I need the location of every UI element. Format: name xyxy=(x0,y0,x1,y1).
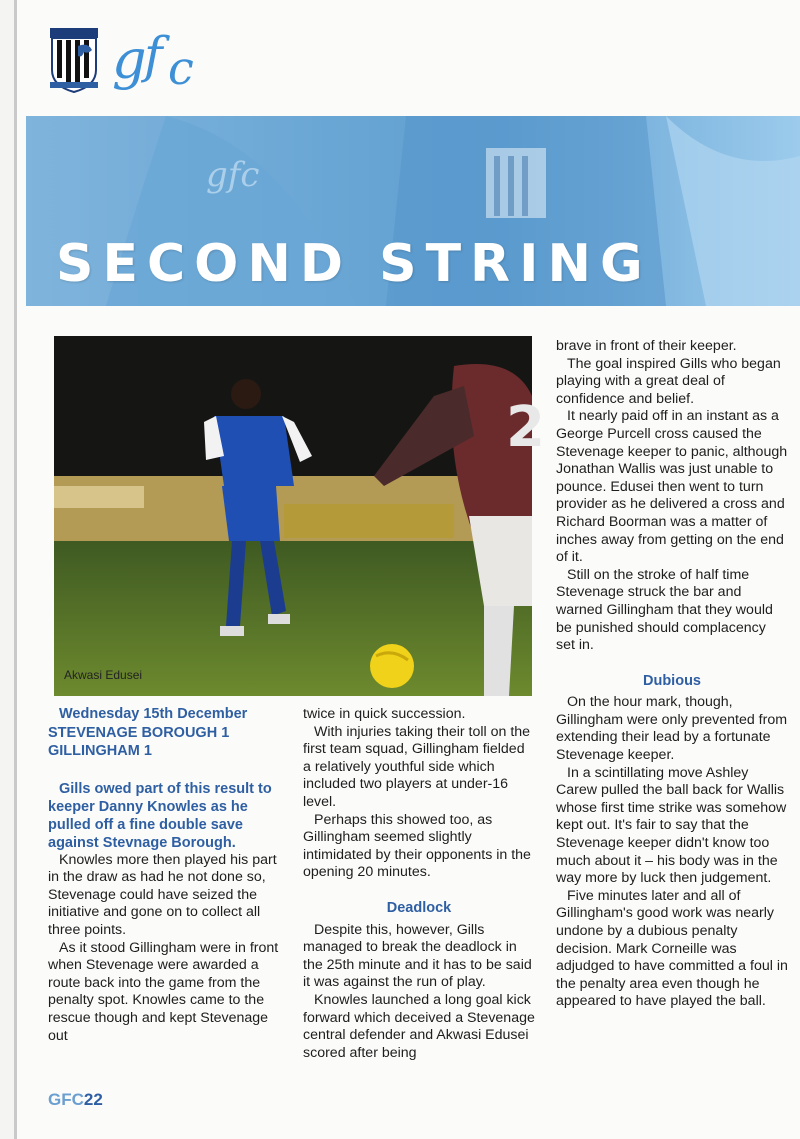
score-line-away: GILLINGHAM 1 xyxy=(48,742,152,759)
page-footer xyxy=(48,1090,103,1110)
gfc-logo xyxy=(110,26,220,96)
paragraph: With injuries taking their toll on the first team squad, Gillingham fielded a relatively youthful side which included two players at under-16 level. xyxy=(303,723,531,810)
paragraph: On the hour mark, though, Gillingham were only prevented from extending their lead by a fortunate Stevenage keeper. xyxy=(556,694,788,764)
subheading-dubious: Dubious xyxy=(643,672,701,689)
paragraph: In a scintillating move Ashley Carew pulled the ball back for Wallis whose first time strike was somehow kept out. It's fair to say that the Stevenage keeper didn't know too much about it – his body was in the way more by luck then judgement. xyxy=(556,764,787,887)
match-photo-image xyxy=(54,336,545,696)
paragraph: Five minutes later and all of Gillingham's good work was nearly undone by a dubious penalty decision. Mark Corneille was adjudged to have committed a foul in the penalty area even though he appeared to have played the ball. xyxy=(556,887,788,1010)
svg-text:c: c xyxy=(168,41,194,95)
article-column-1 xyxy=(48,706,284,1045)
svg-text:gfc: gfc xyxy=(206,155,260,195)
match-photo xyxy=(54,336,545,696)
club-crest-icon xyxy=(48,26,100,94)
paragraph: Still on the stroke of half time Stevenage struck the bar and warned Gillingham that they would be punished should complacency set in. xyxy=(556,566,773,654)
svg-text:f: f xyxy=(144,26,163,84)
match-date: Wednesday 15th December xyxy=(59,706,248,722)
paragraph: It nearly paid off in an instant as a George Purcell cross caused the Stevenage keeper to panic, although Jonathan Wallis was just unable to pounce. Edusei then went to turn provider as he delivered a cross and Richard Boorman was a matter of inches away from getting on the end of it. xyxy=(556,408,788,566)
page-spine xyxy=(14,0,17,1139)
subheading-deadlock: Deadlock xyxy=(386,899,452,916)
paragraph: The goal inspired Gills who began playing with a great deal of confidence and belief. xyxy=(556,355,781,407)
svg-text:g: g xyxy=(112,28,147,91)
paragraph: Knowles launched a long goal kick forward which deceived a Stevenage central defender and Akwasi Edusei scored after being xyxy=(303,991,535,1061)
article-column-3 xyxy=(556,338,788,1011)
score-block xyxy=(48,724,284,760)
article-column-2 xyxy=(303,706,535,1062)
paragraph: brave in front of their keeper. xyxy=(556,338,737,354)
score-line-home: STEVENAGE BOROUGH 1 xyxy=(48,724,230,741)
photo-caption: Akwasi Edusei xyxy=(64,668,143,682)
page-number: 22 xyxy=(83,1090,103,1109)
paragraph: twice in quick succession. xyxy=(303,706,466,722)
header-logos xyxy=(48,26,218,96)
paragraph: Despite this, however, Gills managed to break the deadlock in the 25th minute and it has to be said it was against the run of play. xyxy=(303,921,532,991)
intro-paragraph: Gills owed part of this result to keeper Danny Knowles as he pulled off a fine double save against Stevnage Borough. xyxy=(48,780,272,851)
paragraph: As it stood Gillingham were in front when Stevenage were awarded a route back into the game from the penalty spot. Knowles came to the rescue though and kept Stevenage out xyxy=(48,939,279,1044)
page-title: SECOND STRING xyxy=(56,234,652,294)
title-banner xyxy=(26,116,800,306)
paragraph: Knowles more then played his part in the draw as had he not done so, Stevenage could have seized the initiative and gone on to collect all three points. xyxy=(48,851,277,938)
svg-text:2: 2 xyxy=(506,395,545,460)
footer-prefix: GFC xyxy=(48,1090,84,1109)
paragraph: Perhaps this showed too, as Gillingham seemed slightly intimidated by their opponents in the opening 20 minutes. xyxy=(303,811,531,881)
